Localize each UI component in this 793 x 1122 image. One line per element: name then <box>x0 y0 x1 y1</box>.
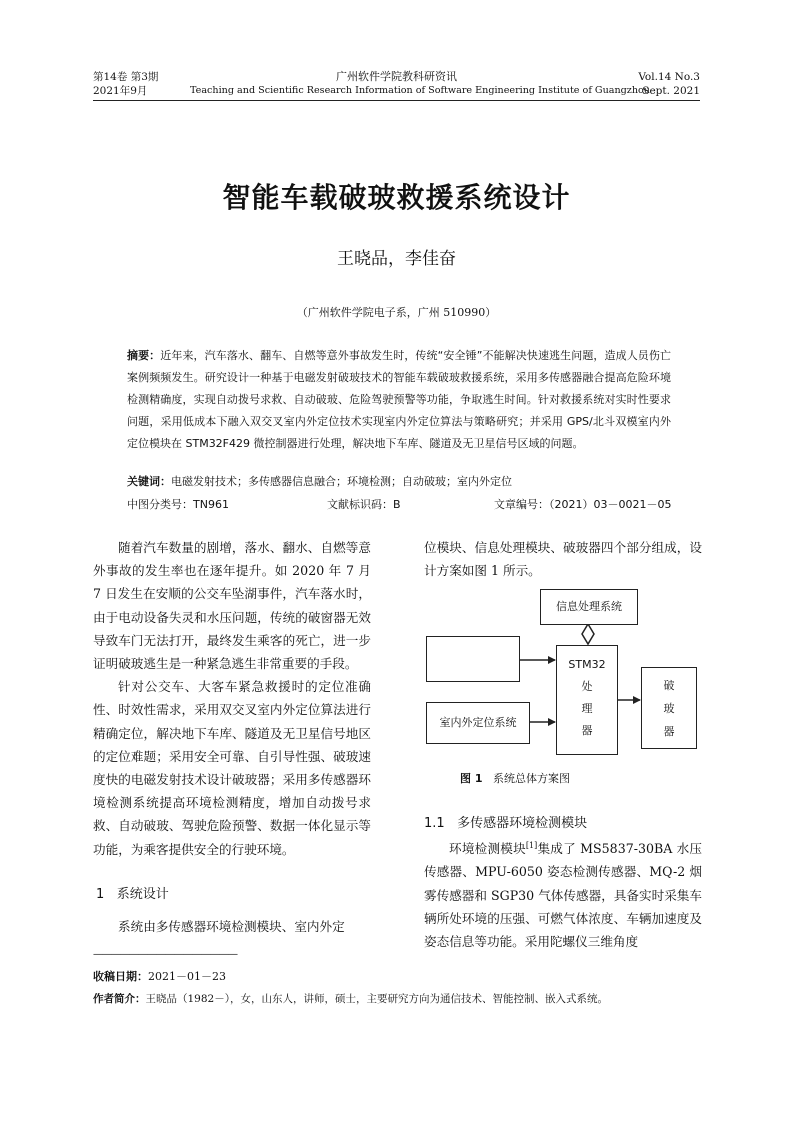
keywords-label: 关键词： <box>127 475 171 488</box>
header-journal-en: Teaching and Scientific Research Information of Software Engineering Institute of Guangzhou <box>190 85 650 96</box>
paragraph: 位模块、信息处理模块、破玻器四个部分组成，设计方案如图 1 所示。 <box>424 540 702 579</box>
paragraph: 针对公交车、大客车紧急救援时的定位准确性、时效性需求，采用双交叉室内外定位算法进行精确定位，解决地下车库、隧道及无卫星信号地区的定位难题；采用安全可靠、自引导性强、破玻速度快的电磁发射技术设计破玻器；采用多传感器环境检测系统提高环境检测精度，增加自动拨号求救、自动破玻、驾驶危险预警、数据一体化显示等功能，为乘客提供安全的行驶环境。 <box>93 679 371 857</box>
section-number: 1.1 <box>424 816 445 831</box>
footnote-rule: ———————————————— <box>93 949 237 960</box>
breaker-char: 破 <box>663 679 675 692</box>
paragraph: 随着汽车数量的剧增，落水、翻水、自燃等意外事故的发生率也在逐年提升。如 2020 年 7 月 7 日发生在安顺的公交车坠湖事件，汽车落水时，由于电动设备失灵和水压问题，传统的破窗器无效导致车门无法打开，最终发生乘客的死亡，进一步证明破玻逃生是一种紧急逃生非常重要的手段。 <box>93 540 371 672</box>
section-title: 系统设计 <box>116 887 169 902</box>
info-processing-box: 信息处理系统 <box>540 589 638 625</box>
author-bio <box>93 988 608 1010</box>
stm32-label: STM32 <box>568 658 606 671</box>
citation-ref[interactable]: [1] <box>525 841 538 850</box>
caption-number: 图 1 <box>460 772 483 785</box>
header-issue: 第14卷 第3期 <box>93 71 159 83</box>
stm32-box <box>556 645 618 755</box>
text-run: 集成了 MS5837-30BA 水压传感器、MPU-6050 姿态检测传感器、MQ-2 烟雾传感器和 SGP30 气体传感器，具备实时采集车辆所处环境的压强、可燃气体浓度、车辆加速度及姿态信息等功能。采用陀螺仪三维角度 <box>424 841 702 949</box>
paper-title: 智能车载破玻救援系统设计 <box>222 181 571 214</box>
stm32-char: 处 <box>581 680 593 693</box>
author-value: 王晓品（1982－），女，山东人，讲师，硕士，主要研究方向为通信技术、智能控制、嵌入式系统。 <box>145 993 608 1005</box>
breaker-char: 玻 <box>663 702 675 715</box>
figure-caption <box>460 770 700 786</box>
stm32-char: 器 <box>581 724 593 737</box>
received-label: 收稿日期： <box>93 970 148 983</box>
right-column-body <box>424 834 702 953</box>
abstract-text: 近年来，汽车落水、翻车、自燃等意外事故发生时，传统“安全锤”不能解决快速逃生问题，造成人员伤亡案例频频发生。研究设计一种基于电磁发射破玻技术的智能车载破玻救援系统，采用多传感器融合提高危险环境检测精确度，实现自动拨号求救、自动破玻、危险驾驶预警等功能，争取逃生时间。针对救援系统对实时性要求问题，采用低成本下融入双交叉室内外定位技术实现室内外定位算法与策略研究；并采用 GPS/北斗双模室内外定位模块在 STM32F429 微控制器进行处理，解决地下车库、隧道及无卫星信号区域的问题。 <box>127 349 671 450</box>
breaker-box <box>641 667 697 749</box>
section-title: 多传感器环境检测模块 <box>457 816 588 831</box>
section-number: 1 <box>96 887 105 902</box>
document-code: 文献标识码：B <box>327 498 401 511</box>
header-journal-cn: 广州软件学院教科研资讯 <box>336 70 457 83</box>
header-month: Sept. 2021 <box>642 85 700 97</box>
article-number: 文章编号：（2021）03－0021－05 <box>494 498 672 511</box>
paper-affiliation: （广州软件学院电子系，广州 510990） <box>296 306 497 319</box>
paper-authors: 王晓品，李佳奋 <box>337 249 456 269</box>
stm32-char: 理 <box>581 702 593 715</box>
header-volume: Vol.14 No.3 <box>638 71 700 83</box>
paragraph: 系统由多传感器环境检测模块、室内外定 <box>118 919 345 934</box>
section-heading-1-1 <box>424 812 587 835</box>
received-value: 2021－01－23 <box>148 970 226 983</box>
bidirectional-connector <box>582 624 594 644</box>
locate-system-box: 室内外定位系统 <box>426 702 530 744</box>
caption-text: 系统总体方案图 <box>492 772 570 785</box>
paragraph <box>424 834 702 953</box>
clc-number: 中图分类号：TN961 <box>127 498 229 511</box>
author-label: 作者简介： <box>93 993 146 1005</box>
header-date: 2021年9月 <box>93 85 148 97</box>
keywords-text: 电磁发射技术；多传感器信息融合；环境检测；自动破玻；室内外定位 <box>171 475 512 488</box>
breaker-char: 器 <box>663 725 675 738</box>
text-run: 环境检测模块 <box>449 841 526 857</box>
abstract-label: 摘要： <box>127 349 161 362</box>
sensor-box <box>426 636 520 682</box>
received-date <box>93 966 226 988</box>
